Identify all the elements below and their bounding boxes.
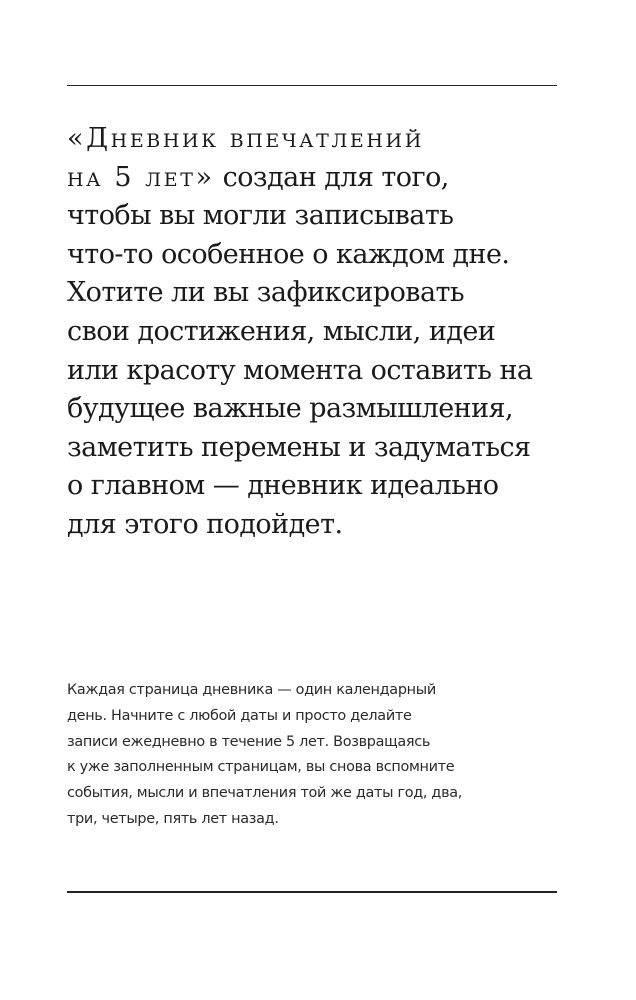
usage-line: три, четыре, пять лет назад. (67, 810, 279, 827)
usage-line: события, мысли и впечатления той же даты год, два, (67, 785, 463, 802)
intro-line: что-то особенное о каждом дне. (67, 238, 510, 270)
intro-line-2 (67, 159, 557, 198)
top-divider (67, 85, 557, 86)
bottom-divider (67, 891, 557, 893)
intro-paragraph (67, 120, 557, 545)
intro-line: для этого подойдет. (67, 508, 343, 540)
usage-line: день. Начните с любой даты и просто делайте (67, 707, 412, 724)
intro-line: или красоту момента оставить на (67, 354, 533, 386)
diary-title-end: на 5 лет» (67, 161, 215, 193)
intro-line: свои достижения, мысли, идеи (67, 315, 496, 347)
intro-line: заметить перемены и задуматься (67, 431, 531, 463)
usage-line: записи ежедневно в течение 5 лет. Возвращаясь (67, 733, 431, 750)
intro-line: чтобы вы могли записывать (67, 200, 454, 232)
intro-line-2-rest: создан для того, (214, 161, 449, 193)
usage-line: к уже заполненным страницам, вы снова вспомните (67, 759, 455, 776)
intro-line: о главном — дневник идеально (67, 470, 499, 502)
usage-paragraph (67, 678, 557, 833)
intro-line: будущее важные размышления, (67, 393, 514, 425)
usage-line: Каждая страница дневника — один календарный (67, 682, 436, 698)
diary-title: «Дневник впечатлений (67, 123, 424, 154)
intro-line: Хотите ли вы зафиксировать (67, 277, 465, 309)
